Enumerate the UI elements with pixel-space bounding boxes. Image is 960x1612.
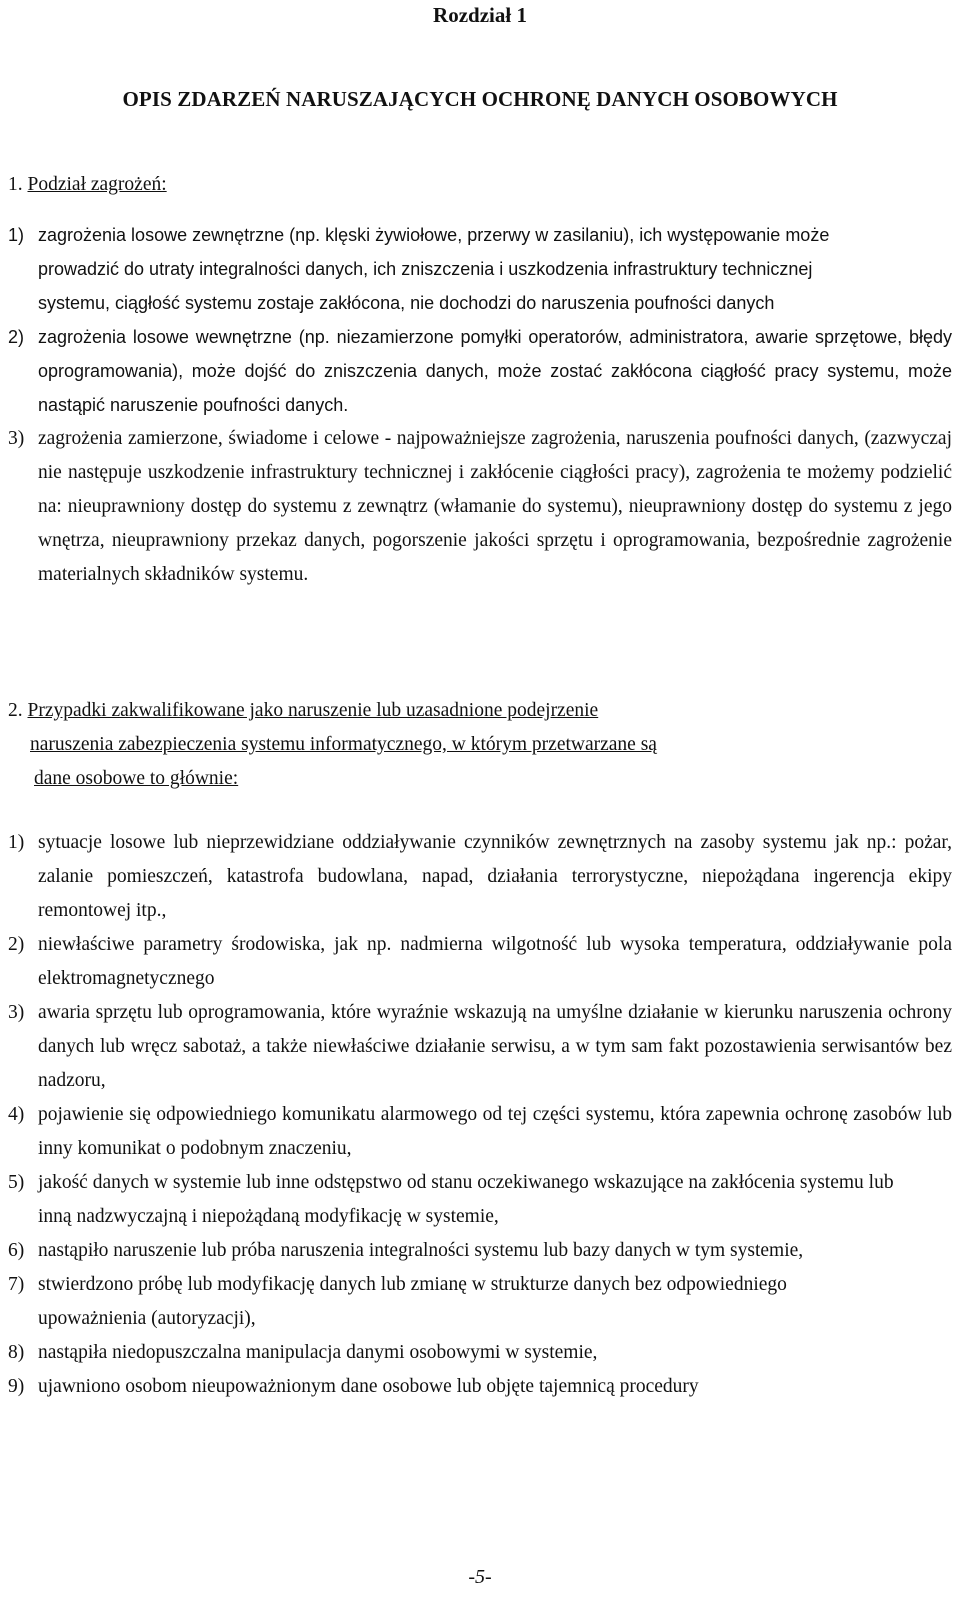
list-item-text: nastąpiła niedopuszczalna manipulacja danymi osobowymi w systemie,: [38, 1342, 598, 1363]
incident-item-5: [8, 1166, 898, 1234]
incident-item-9: [8, 1370, 952, 1404]
list-number: 6): [8, 1240, 25, 1261]
list-item-text: sytuacje losowe lub nieprzewidziane oddziaływanie czynników zewnętrznych na zasoby systemu jak np.: pożar, zalanie pomieszczeń, katastrofa budowlana, napad, działania terrorystyczne, niepożądana ingerencja ekipy remontowej itp.,: [38, 832, 952, 921]
section-2-heading: [8, 694, 908, 796]
incident-item-3: [8, 996, 952, 1098]
threat-item-3: [8, 422, 952, 592]
list-item-text: zagrożenia zamierzone, świadome i celowe - najpoważniejsze zagrożenia, naruszenia poufności danych, (zazwyczaj nie następuje uszkodzenie infrastruktury technicznej i zakłócenie ciągłości pracy), zagrożenia te możemy podzielić na: nieuprawniony dostęp do systemu z zewnątrz (włamanie do systemu), nieuprawniony dostęp do systemu z jego wnętrza, nieuprawniony przekaz danych, pogorszenie jakości sprzętu i oprogramowania, bezpośrednie zagrożenie materialnych składników systemu.: [38, 428, 952, 585]
list-number: 3): [8, 428, 25, 449]
page-number: -5-: [468, 1566, 492, 1588]
list-item-text: jakość danych w systemie lub inne odstępstwo od stanu oczekiwanego wskazujące na zakłócenia systemu lub inną nadzwyczajną i niepożądaną modyfikację w systemie,: [38, 1172, 894, 1227]
incident-item-1: [8, 826, 952, 928]
section-2-heading-line-1: 2. Przypadki zakwalifikowane jako naruszenie lub uzasadnione podejrzenie: [8, 700, 599, 721]
list-item-text: pojawienie się odpowiedniego komunikatu alarmowego od tej części systemu, która zapewnia ochronę zasobów lub inny komunikat o podobnym znaczeniu,: [38, 1104, 952, 1159]
list-number: 7): [8, 1274, 25, 1295]
section-2-heading-line-2: naruszenia zabezpieczenia systemu informatycznego, w którym przetwarzane są: [30, 734, 657, 755]
list-item-text: ujawniono osobom nieupoważnionym dane osobowe lub objęte tajemnicą procedury: [38, 1376, 699, 1397]
list-number: 5): [8, 1172, 25, 1193]
section-1-number: 1.: [8, 174, 23, 195]
page-title: OPIS ZDARZEŃ NARUSZAJĄCYCH OCHRONĘ DANYCH OSOBOWYCH: [122, 87, 838, 111]
list-number: 8): [8, 1342, 25, 1363]
list-item-text: zagrożenia losowe wewnętrzne (np. niezamierzone pomyłki operatorów, administratora, awarie sprzętowe, błędy oprogramowania), może dojść do zniszczenia danych, może zostać zakłócona ciągłość pracy systemu, może nastąpić naruszenie poufności danych.: [38, 327, 952, 415]
threat-list: [8, 218, 952, 592]
chapter-heading: Rozdział 1: [433, 3, 527, 27]
list-item-text: niewłaściwe parametry środowiska, jak np. nadmierna wilgotność lub wysoka temperatura, oddziaływanie pola elektromagnetycznego: [38, 934, 952, 989]
incident-item-8: [8, 1336, 952, 1370]
list-number: 3): [8, 1002, 25, 1023]
incident-item-2: [8, 928, 952, 996]
list-number: 4): [8, 1104, 25, 1125]
list-item-text: zagrożenia losowe zewnętrzne (np. klęski żywiołowe, przerwy w zasilaniu), ich występowanie może prowadzić do utraty integralności danych, ich zniszczenia i uszkodzenia infrastruktury technicznej systemu, ciągłość systemu zostaje zakłócona, nie dochodzi do naruszenia poufności danych: [38, 225, 830, 313]
threat-item-1: [8, 218, 888, 320]
list-item-text: awaria sprzętu lub oprogramowania, które wyraźnie wskazują na umyślne działanie w kierunku naruszenia ochrony danych lub wręcz sabotaż, a także niewłaściwe działanie serwisu, a w tym sam fakt pozostawienia serwisantów bez nadzoru,: [38, 1002, 952, 1091]
section-2-heading-line-3: dane osobowe to głównie:: [34, 768, 239, 789]
list-number: 2): [8, 327, 25, 347]
incident-item-4: [8, 1098, 952, 1166]
list-number: 1): [8, 832, 25, 853]
section-2-number: 2.: [8, 700, 23, 721]
list-item-text: nastąpiło naruszenie lub próba naruszenia integralności systemu lub bazy danych w tym systemie,: [38, 1240, 804, 1261]
incident-list: [8, 826, 952, 1404]
list-number: 2): [8, 934, 25, 955]
threat-item-2: [8, 320, 952, 422]
list-item-text: stwierdzono próbę lub modyfikację danych lub zmianę w strukturze danych bez odpowiedniego upoważnienia (autoryzacji),: [38, 1274, 787, 1329]
section-1-heading: [8, 172, 167, 198]
list-number: 9): [8, 1376, 25, 1397]
incident-item-7: [8, 1268, 848, 1336]
incident-item-6: [8, 1234, 918, 1268]
list-number: 1): [8, 225, 25, 245]
section-1-title: Podział zagrożeń:: [27, 174, 167, 195]
